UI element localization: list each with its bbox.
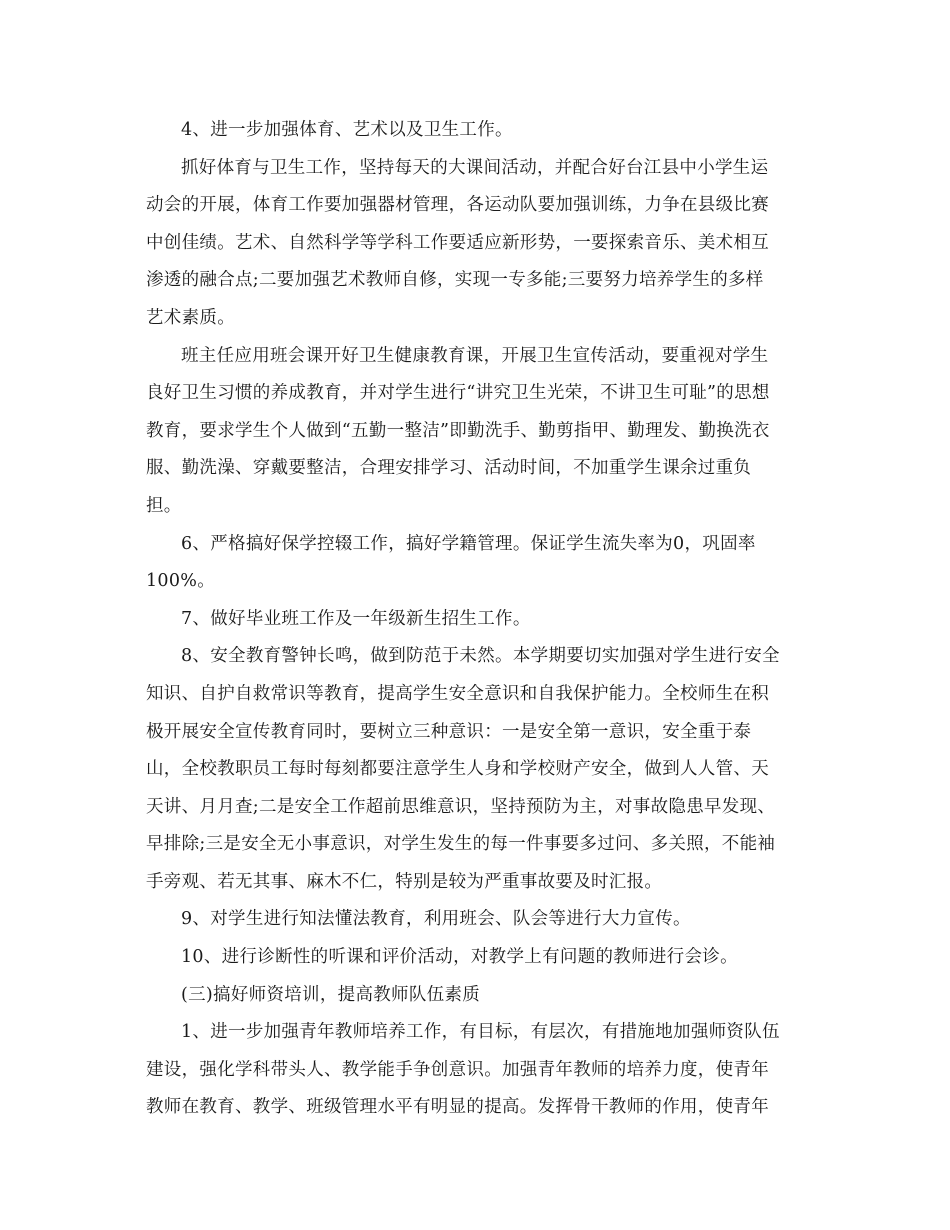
text-line: 天讲、月月查;二是安全工作超前思维意识，坚持预防为主，对事故隐患早发现、 bbox=[146, 796, 776, 817]
text-line: 服、勤洗澡、穿戴要整洁，合理安排学习、活动时间，不加重学生课余过重负 bbox=[146, 458, 752, 479]
text-line: 渗透的融合点;二要加强艺术教师自修，实现一专多能;三要努力培养学生的多样 bbox=[146, 270, 764, 291]
text-line: 建设，强化学科带头人、教学能手争创意识。加强青年教师的培养力度，使青年 bbox=[146, 1059, 769, 1080]
document-body bbox=[146, 112, 806, 1127]
text-line: 10、进行诊断性的听课和评价活动，对教学上有问题的教师进行会诊。 bbox=[181, 947, 738, 968]
text-line: 班主任应用班会课开好卫生健康教育课，开展卫生宣传活动，要重视对学生 bbox=[181, 345, 769, 366]
text-line: 知识、自护自救常识等教育，提高学生安全意识和自我保护能力。全校师生在积 bbox=[146, 683, 769, 704]
text-line: 1、进一步加强青年教师培养工作，有目标，有层次，有措施地加强师资队伍 bbox=[181, 1022, 780, 1043]
text-line: 担。 bbox=[146, 495, 182, 516]
text-line: 良好卫生习惯的养成教育，并对学生进行“讲究卫生光荣，不讲卫生可耻”的思想 bbox=[146, 383, 770, 404]
text-line: 8、安全教育警钟长鸣，做到防范于未然。本学期要切实加强对学生进行安全 bbox=[181, 646, 780, 667]
text-line: 教育，要求学生个人做到“五勤一整洁”即勤洗手、勤剪指甲、勤理发、勤换洗衣 bbox=[146, 420, 770, 441]
text-line: 极开展安全宣传教育同时，要树立三种意识：一是安全第一意识，安全重于泰 bbox=[146, 721, 752, 742]
text-line: 艺术素质。 bbox=[146, 307, 235, 328]
text-line: 9、对学生进行知法懂法教育，利用班会、队会等进行大力宣传。 bbox=[181, 909, 691, 930]
text-line: 中创佳绩。艺术、自然科学等学科工作要适应新形势，一要探索音乐、美术相互 bbox=[146, 232, 769, 253]
text-line: 山，全校教职员工每时每刻都要注意学生人身和学校财产安全，做到人人管、天 bbox=[146, 759, 769, 780]
text-line: 抓好体育与卫生工作，坚持每天的大课间活动，并配合好台江县中小学生运 bbox=[181, 157, 769, 178]
text-line: 6、严格搞好保学控辍工作，搞好学籍管理。保证学生流失率为0，巩固率 bbox=[181, 533, 756, 554]
text-line: 教师在教育、教学、班级管理水平有明显的提高。发挥骨干教师的作用，使青年 bbox=[146, 1097, 769, 1118]
text-line: 手旁观、若无其事、麻木不仁，特别是较为严重事故要及时汇报。 bbox=[146, 871, 663, 892]
text-line: 早排除;三是安全无小事意识，对学生发生的每一件事要多过问、多关照，不能袖 bbox=[146, 834, 776, 855]
text-line: 7、做好毕业班工作及一年级新生招生工作。 bbox=[181, 608, 531, 629]
text-line: 4、进一步加强体育、艺术以及卫生工作。 bbox=[181, 120, 513, 140]
text-line: (三)搞好师资培训，提高教师队伍素质 bbox=[181, 984, 481, 1005]
text-line: 100%。 bbox=[146, 571, 216, 592]
text-line: 动会的开展，体育工作要加强器材管理，各运动队要加强训练，力争在县级比赛 bbox=[146, 195, 769, 216]
